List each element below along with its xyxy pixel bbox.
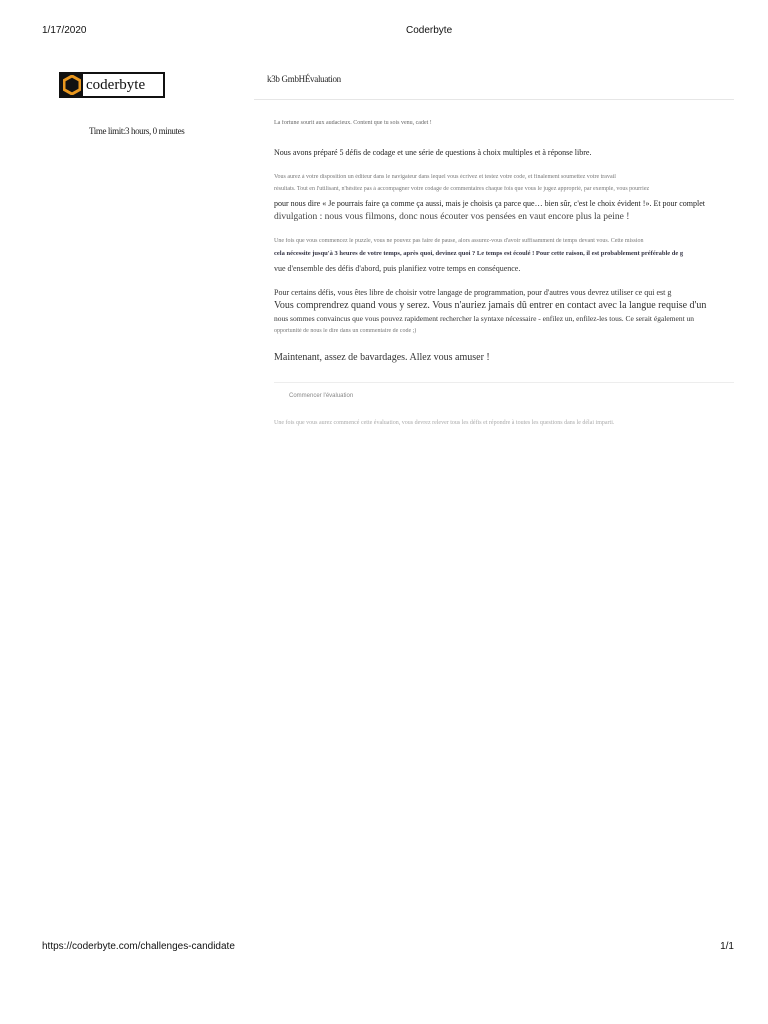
time-paragraph-line: vue d'ensemble des défis d'abord, puis planifiez votre temps en conséquence. [274,264,521,273]
print-page-title: Coderbyte [406,25,453,36]
intro-text: Nous avons préparé 5 défis de codage et une série de questions à choix multiples et à réponse libre. [274,148,592,157]
assessment-instructions [274,120,734,366]
language-paragraph-line: nous sommes convaincus que vous pouvez rapidement rechercher la syntaxe nécessaire - enfilez un, enfilez-les tous. Ce serait également un [274,314,695,323]
print-date: 1/17/2020 [42,25,87,36]
hexagon-logo-icon [61,73,83,97]
closing-text: Maintenant, assez de bavardages. Allez vous amuser ! [274,352,490,363]
print-url: https://coderbyte.com/challenges-candidate [42,941,235,952]
language-paragraph-line: opportunité de nous le dire dans un commentaire de code ;) [274,328,417,334]
title-divider [254,99,734,100]
logo-text: coderbyte [86,76,146,93]
editor-paragraph-line: résultats. Tout en l'utilisant, n'hésitez pas à accompagner votre codage de commentaires chaque fois que vous le jugez approprié, par exemple, vous pourriez [274,186,650,192]
print-page-number: 1/1 [720,941,734,952]
language-paragraph-line: Pour certains défis, vous êtes libre de choisir votre langage de programmation, pour d'autres vous devrez utiliser ce qui est g [274,288,672,297]
content-divider [274,382,734,383]
coderbyte-logo[interactable] [59,72,165,98]
greeting-text: La fortune sourit aux audacieux. Content que tu sois venu, cadet ! [274,120,432,126]
start-assessment-button[interactable]: Commencer l'évaluation [289,393,354,399]
editor-paragraph-line: divulgation : nous vous filmons, donc nous écouter vos pensées en vaut encore plus la peine ! [274,212,630,222]
assessment-title: k3b GmbHÉvaluation [267,74,341,84]
time-paragraph-line: Une fois que vous commencez le puzzle, vous ne pouvez pas faire de pause, alors assurez-vous d'avoir suffisamment de temps devant vous. Cette mission [274,238,644,244]
editor-paragraph-line: pour nous dire « Je pourrais faire ça comme ça aussi, mais je choisis ça parce que… bien sûr, c'est le choix évident !». Et pour complet [274,199,705,208]
time-paragraph-line: cela nécessite jusqu'à 3 heures de votre temps, après quoi, devinez quoi ? Le temps est écoulé ! Pour cette raison, il est probablement préférable de g [274,250,684,257]
editor-paragraph-line: Vous aurez à votre disposition un éditeur dans le navigateur dans lequel vous écrivez et testez votre code, et finalement soumettez votre travail [274,174,616,180]
language-paragraph-line: Vous comprendrez quand vous y serez. Vous n'auriez jamais dû entrer en contact avec la langue requise d'un [274,300,707,311]
time-limit: Time limit:3 hours, 0 minutes [89,126,185,136]
assessment-footnote: Une fois que vous aurez commencé cette évaluation, vous devrez relever tous les défis et répondre à toutes les questions dans le délai imparti. [274,420,615,426]
